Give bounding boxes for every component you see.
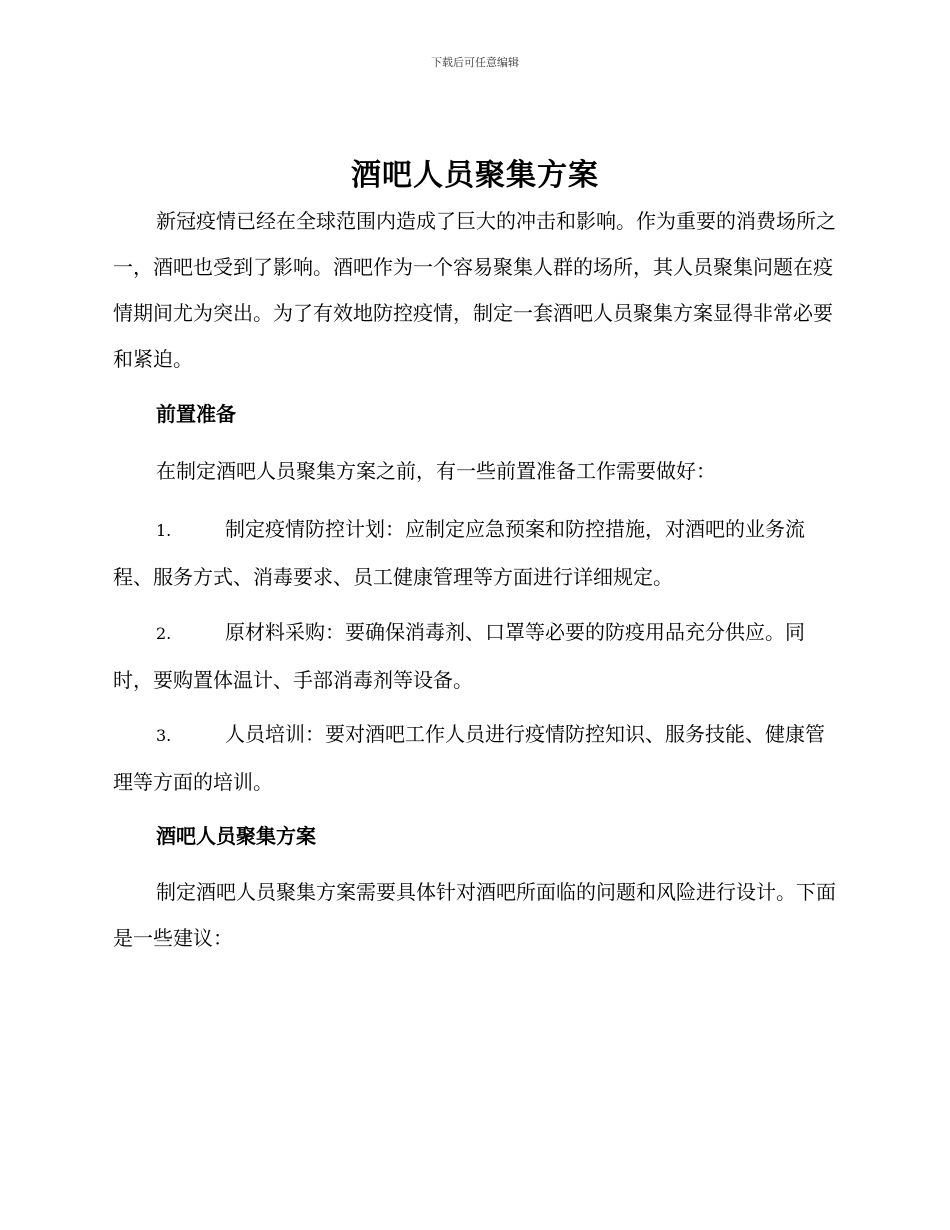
document-title: 酒吧人员聚集方案 xyxy=(351,158,599,193)
list-item-number: 1. xyxy=(156,521,172,540)
list-item-text: 原材料采购：要确保消毒剂、口罩等必要的防疫用品充分供应。同时，要购置体温计、手部消毒剂等设备。 xyxy=(113,620,805,692)
list-item-text: 人员培训：要对酒吧工作人员进行疫情防控知识、服务技能、健康管理等方面的培训。 xyxy=(113,722,825,794)
list-item xyxy=(113,506,837,600)
section-heading-preparation: 前置准备 xyxy=(156,402,236,426)
header-note: 下载后可任意编辑 xyxy=(431,56,519,69)
plan-lead-paragraph: 制定酒吧人员聚集方案需要具体针对酒吧所面临的问题和风险进行设计。下面是一些建议： xyxy=(113,880,836,950)
list-item-number: 3. xyxy=(156,726,172,745)
section-heading-plan: 酒吧人员聚集方案 xyxy=(156,824,316,848)
list-item-text: 制定疫情防控计划：应制定应急预案和防控措施，对酒吧的业务流程、服务方式、消毒要求、员工健康管理等方面进行详细规定。 xyxy=(113,517,805,589)
list-item-number: 2. xyxy=(156,624,172,643)
intro-paragraph: 新冠疫情已经在全球范围内造成了巨大的冲击和影响。作为重要的消费场所之一，酒吧也受到了影响。酒吧作为一个容易聚集人群的场所，其人员聚集问题在疫情期间尤为突出。为了有效地防控疫情，制定一套酒吧人员聚集方案显得非常必要和紧迫。 xyxy=(113,209,836,371)
list-item xyxy=(113,711,837,805)
list-item xyxy=(113,609,837,703)
preparation-lead-paragraph: 在制定酒吧人员聚集方案之前，有一些前置准备工作需要做好： xyxy=(156,459,716,483)
